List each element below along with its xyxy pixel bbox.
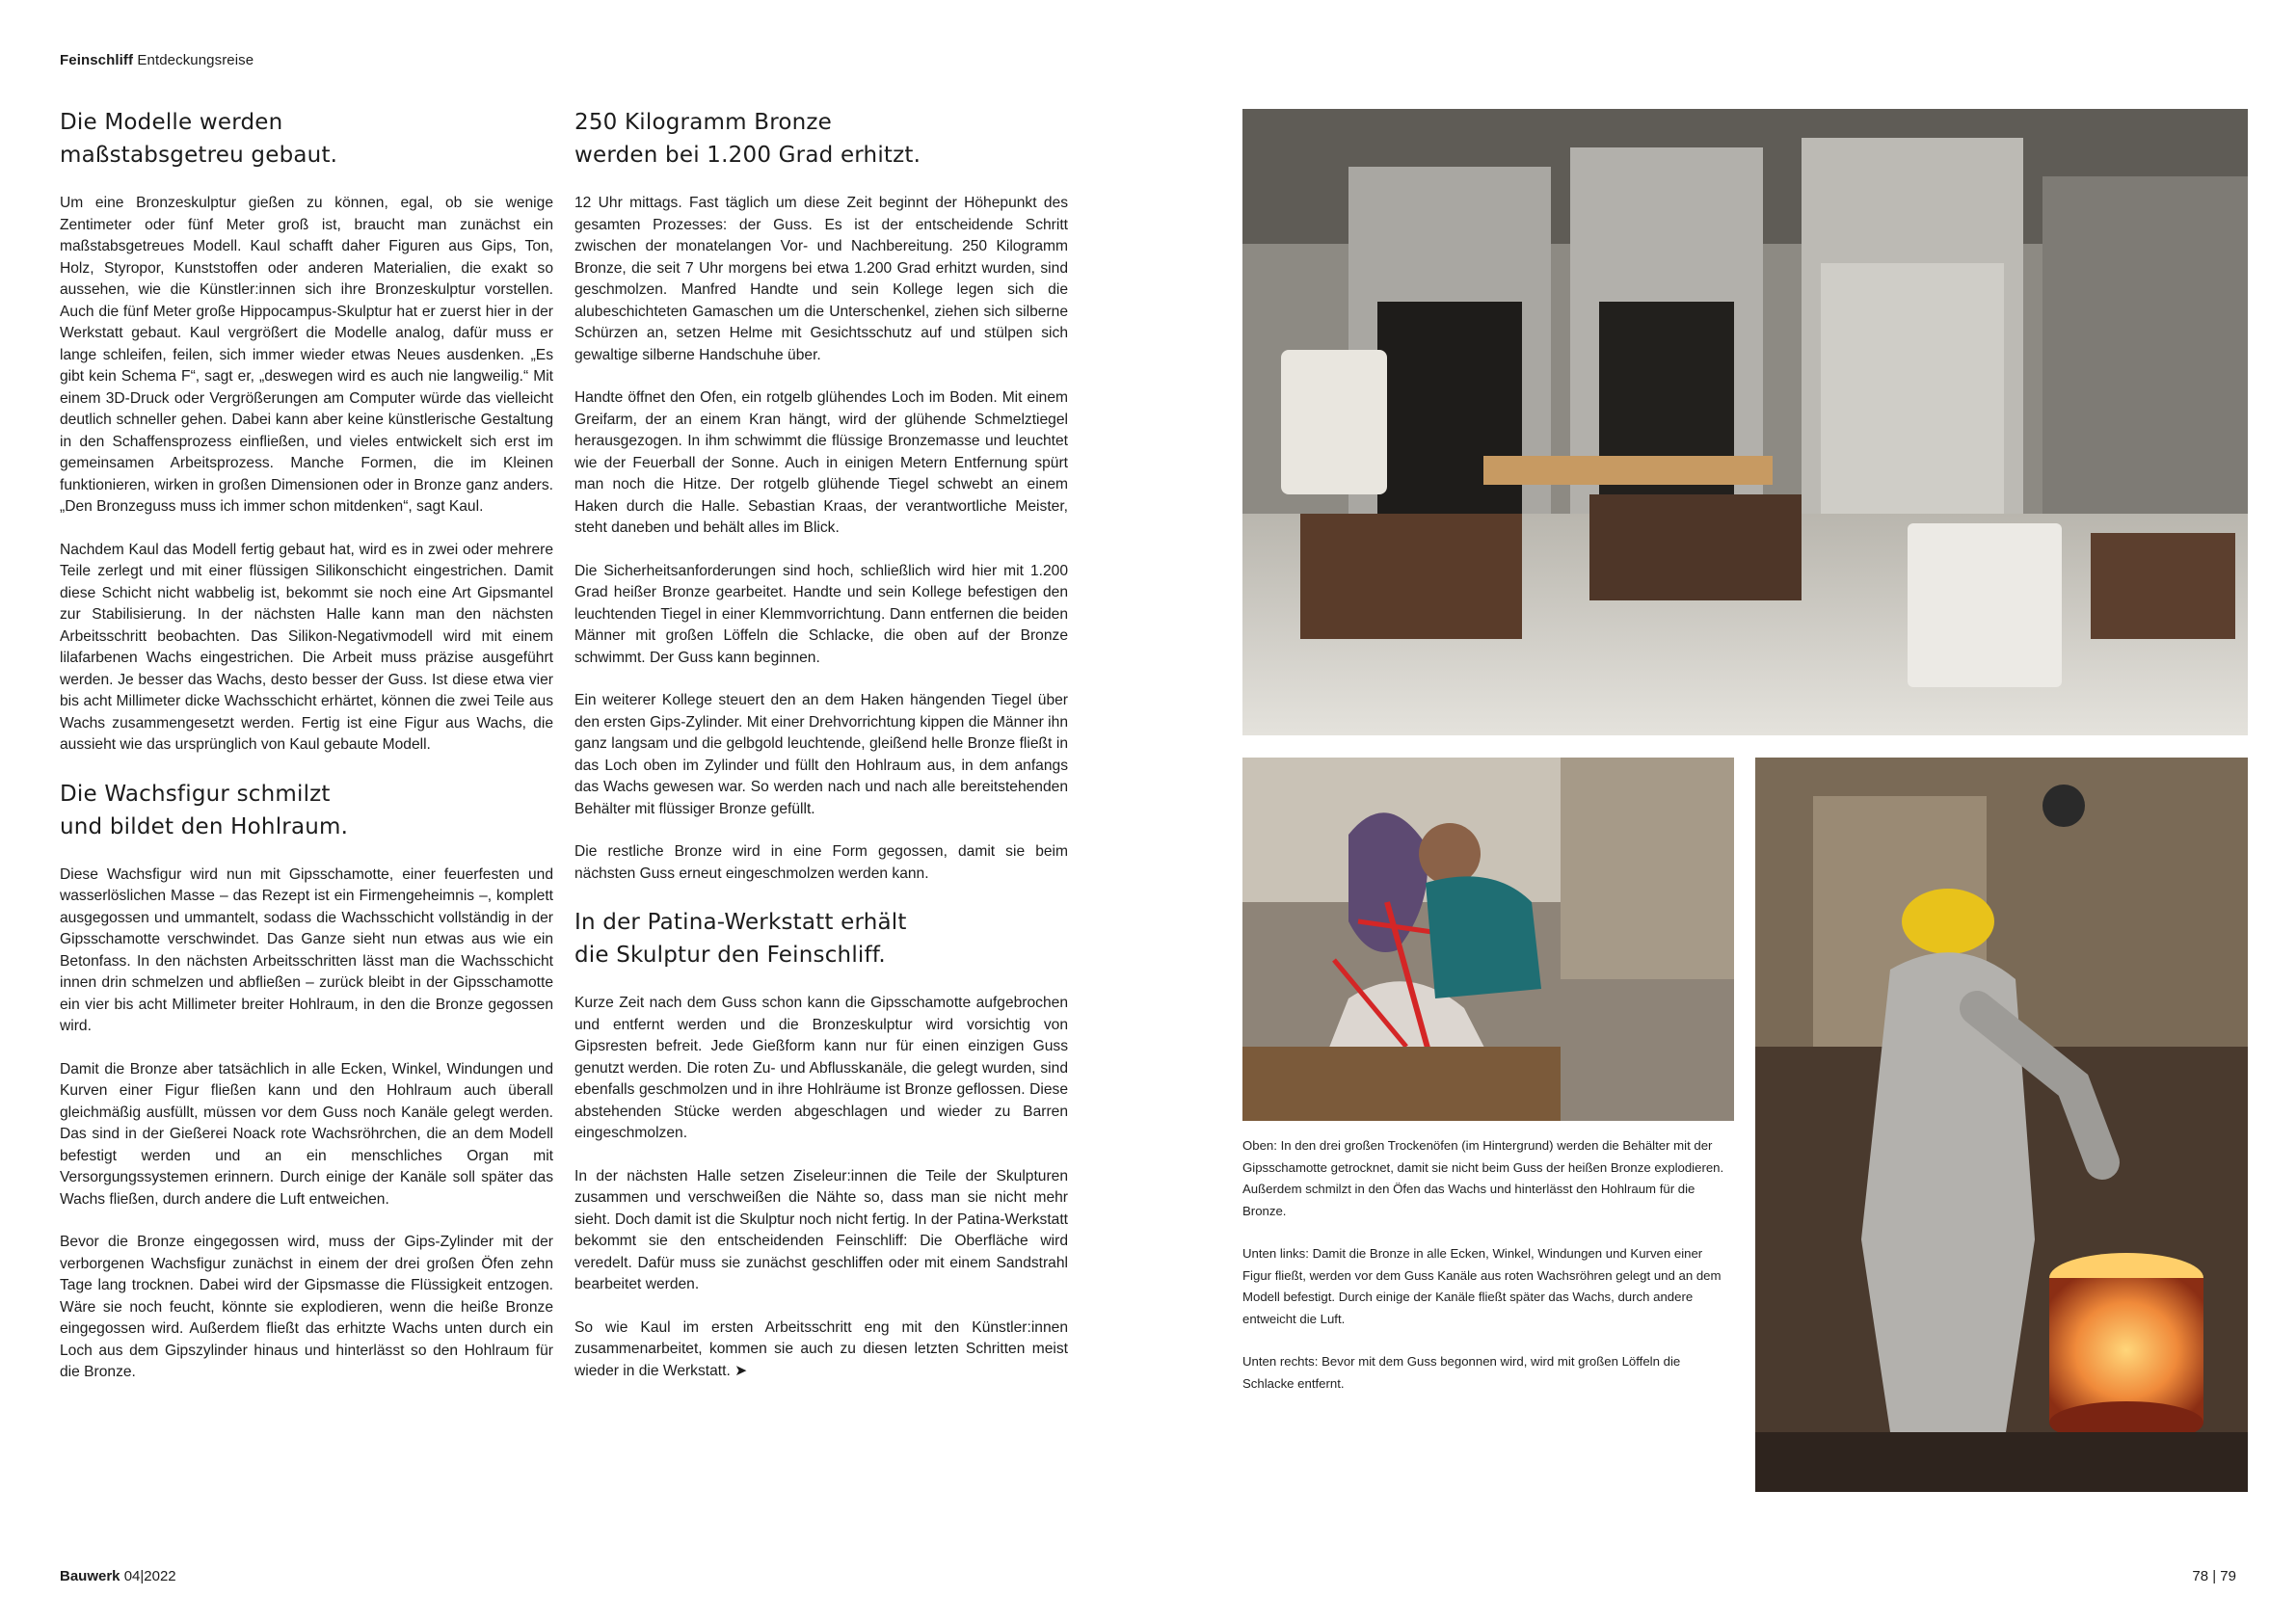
footer-magazine (60, 1568, 176, 1584)
paragraph: Die restliche Bronze wird in eine Form gegossen, damit sie beim nächsten Guss erneut eingeschmolzen werden kann. (574, 843, 1068, 882)
headline-line: In der Patina-Werkstatt erhält (574, 910, 907, 935)
section-subtitle: Entdeckungsreise (137, 52, 254, 68)
photo-captions (1242, 1135, 1724, 1416)
page-numbers: 78 | 79 (2192, 1568, 2236, 1584)
paragraph: Damit die Bronze aber tatsächlich in alle Ecken, Winkel, Windungen und Kurven einer Figur fließen kann und den Hohlraum auch überall gleichmäßig ausfüllt, müssen vor dem Guss noch Kanäle gelegt werden. Das sind in der Gießerei Noack rote Wachsröhrchen, die an dem Modell befestigt werden und an ein menschliches Organ mit Versorgungssystemen erinnern. Durch einige der Kanäle soll später das Wachs fließen, durch andere die Luft entweichen. (60, 1060, 553, 1208)
paragraph: Kurze Zeit nach dem Guss schon kann die Gipsschamotte aufgebrochen und entfernt werden und die Bronzeskulptur wird vorsichtig von Gipsresten befreit. Jede Gießform kann nur für einen einzigen Guss genutzt werden. Die roten Zu- und Abflusskanäle, die gelegt wurden, sind ebenfalls geschmolzen und in ihre Hohlräume ist Bronze geflossen. Diese abstehenden Stücke werden abgeschlagen und wieder zu Barren eingeschmolzen. (574, 995, 1068, 1141)
paragraph: So wie Kaul im ersten Arbeitsschritt eng mit den Künstler:innen zusammenarbeitet, kommen sie auch zu diesen letzten Schritten meist wieder in die Werkstatt. ➤ (574, 1318, 1068, 1379)
headline-line: die Skulptur den Feinschliff. (574, 943, 886, 968)
caption-bottom-right: Unten rechts: Bevor mit dem Guss begonnen wird, wird mit großen Löffeln die Schlacke entfernt. (1242, 1354, 1681, 1391)
text-column-1 (60, 106, 553, 1405)
photo-slag-removal (1755, 758, 2248, 1492)
headline-line: maßstabsgetreu gebaut. (60, 143, 338, 168)
headline-models (60, 106, 553, 172)
photo-foundry-ovens (1242, 109, 2248, 735)
paragraph: Handte öffnet den Ofen, ein rotgelb glühendes Loch im Boden. Mit einem Greifarm, der an einem Kran hängt, wird der glühende Schmelztiegel herausgezogen. In ihm schwimmt die flüssige Bronzemasse und leuchtet wie der Feuerball der Sonne. Auch in einigen Metern Entfernung spürt man noch die Hitze. Der rotgelb glühende Tiegel schwebt an einem Haken durch die Halle. Sebastian Kraas, der verantwortliche Meister, steht daneben und behält alles im Blick. (574, 389, 1068, 536)
running-head (60, 52, 254, 68)
headline-patina (574, 906, 1068, 971)
wax-figure-image (1242, 758, 1734, 1121)
paragraph: Nachdem Kaul das Modell fertig gebaut hat, wird es in zwei oder mehrere Teile zerlegt und mit einer flüssigen Silikonschicht eingestrichen. Damit diese Schicht nicht wabbelig ist, bekommt sie noch eine Art Gipsmantel zur Stabilisierung. In der nächsten Halle kann man den nächsten Arbeitsschritt beobachten. Das Silikon-Negativmodell wird mit einem lilafarbenen Wachs eingestrichen. Die Arbeit muss präzise ausgeführt werden. Je besser das Wachs, desto besser der Guss. Ist diese etwa vier bis acht Millimeter dicke Wachsschicht erhärtet, können die zwei Teile aus Wachs zusammengesetzt werden. Fertig ist eine Figur aus Wachs, die aussieht wie das ursprünglich von Kaul gebaute Modell. (60, 541, 553, 753)
paragraph: Diese Wachsfigur wird nun mit Gipsschamotte, einer feuerfesten und wasserlöslichen Masse – das Rezept ist ein Firmengeheimnis –, komplett ausgegossen und ummantelt, sodass die Wachsschicht vollständig in der Gipsschamotte verschwindet. Das Ganze sieht nun etwas aus wie ein Betonfass. In den nächsten Arbeitsschritten lässt man die Wachsschicht innen drin schmelzen und abfließen – zurück bleibt in der Gipsschamotte ein vier bis acht Millimeter breiter Hohlraum, in den die Bronze gegossen wird. (60, 865, 553, 1034)
headline-wax-figure (60, 778, 553, 843)
section-name: Feinschliff (60, 52, 134, 68)
headline-bronze (574, 106, 1068, 172)
headline-line: 250 Kilogramm Bronze (574, 110, 833, 135)
paragraph: Die Sicherheitsanforderungen sind hoch, schließlich wird hier mit 1.200 Grad heißer Bronze gearbeitet. Handte und sein Kollege befestigen den leuchtenden Tiegel in einer Klemmvorrichtung. Dann entfernen die beiden Männer mit großen Löffeln die Schlacke, die oben auf der Bronze schwimmt. Der Guss kann beginnen. (574, 562, 1068, 666)
paragraph: In der nächsten Halle setzen Ziseleur:innen die Teile der Skulpturen zusammen und verschweißen die Nähte so, dass man sie nicht mehr sieht. Doch damit ist die Skulptur noch nicht fertig. In der Patina-Werkstatt bekommt sie den entscheidenden Feinschliff: Die Oberfläche wird veredelt. Dafür muss sie zunächst geschliffen oder mit einem Sandstrahl bearbeitet werden. (574, 1167, 1068, 1292)
headline-line: Die Wachsfigur schmilzt (60, 781, 331, 807)
headline-line: Die Modelle werden (60, 110, 283, 135)
paragraph: Bevor die Bronze eingegossen wird, muss der Gips-Zylinder mit der verborgenen Wachsfigur zunächst in einem der drei großen Öfen zehn Tage lang trocknen. Dabei wird der Gipsmasse die Flüssigkeit entzogen. Wäre sie noch feucht, könnte sie explodieren, wenn die heiße Bronze eingegossen wird. Außerdem fließt das erhitzte Wachs unten durch ein Loch aus dem Gipszylinder hinaus und hinterlässt so den Hohlraum für die Bronze. (60, 1234, 553, 1380)
slag-removal-image (1755, 758, 2248, 1492)
headline-line: und bildet den Hohlraum. (60, 813, 349, 839)
headline-line: werden bei 1.200 Grad erhitzt. (574, 143, 921, 168)
paragraph: 12 Uhr mittags. Fast täglich um diese Zeit beginnt der Höhepunkt des gesamten Prozesses: der Guss. Es ist der entscheidende Schritt zwischen der monatelangen Vor- und Nachbereitung. 250 Kilogramm Bronze, die seit 7 Uhr morgens bei etwa 1.200 Grad erhitzt wurden, sind geschmolzen. Manfred Handte und sein Kollege legen sich die alubeschichteten Gamaschen um die Unterschenkel, ziehen sich silberne Schürzen an, setzen Helme mit Gesichtsschutz auf und stülpen sich gewaltige silberne Handschuhe über. (574, 195, 1068, 363)
photo-wax-figure (1242, 758, 1734, 1121)
text-column-2 (574, 106, 1068, 1403)
issue-number: 04|2022 (123, 1568, 176, 1584)
paragraph: Ein weiterer Kollege steuert den an dem Haken hängenden Tiegel über den ersten Gips-Zylinder. Mit einer Drehvorrichtung kippen die Männer ihn ganz langsam und die gelbgold leuchtende, gleißend helle Bronze fließt in das Loch oben im Zylinder und füllt den Hohlraum aus, in dem anfangs das Wachs gewesen war. So werden nach und nach alle bereitstehenden Behälter mit flüssiger Bronze gefüllt. (574, 692, 1068, 817)
paragraph: Um eine Bronzeskulptur gießen zu können, egal, ob sie wenige Zentimeter oder fünf Meter groß ist, braucht man zunächst ein maßstabsgetreues Modell. Kaul schafft daher Figuren aus Gips, Ton, Holz, Styropor, Kunststoffen oder anderen Materialien, die exakt so aussehen, wie die Künstler:innen sich ihre Bronzeskulptur vorstellen. Auch die fünf Meter große Hippocampus-Skulptur hat er zuerst hier in der Werkstatt gebaut. Kaul vergrößert die Modelle analog, dafür muss er lange schleifen, feilen, sich immer wieder etwas Neues ausdenken. „Es gibt kein Schema F“, sagt er, „deswegen wird es auch nie langweilig.“ Mit einem 3D-Druck oder Vergrößerungen am Computer würde das vielleicht deutlich schneller gehen. Dabei kann aber keine künstlerische Gestaltung in den Schaffensprozess einfließen, und vieles entwickelt sich erst im gemeinsamen Arbeitsprozess. Manche Formen, die im Kleinen funktionieren, wirken in großen Dimensionen oder in Bronze ganz anders. „Den Bronzeguss muss ich immer schon mitdenken“, sagt Kaul. (60, 195, 553, 515)
caption-bottom-left: Unten links: Damit die Bronze in alle Ecken, Winkel, Windungen und Kurven einer Figur fließt, werden vor dem Guss Kanäle aus roten Wachsröhren gelegt und an dem Modell befestigt. Durch einige der Kanäle fließt später das Wachs, durch andere entweicht die Luft. (1242, 1246, 1722, 1326)
magazine-name: Bauwerk (60, 1568, 120, 1584)
caption-top: Oben: In den drei großen Trockenöfen (im Hintergrund) werden die Behälter mit der Gipsschamotte getrocknet, damit sie nicht beim Guss der heißen Bronze explodieren. Außerdem schmilzt in den Öfen das Wachs und hinterlässt den Hohlraum für die Bronze. (1242, 1138, 1724, 1218)
foundry-ovens-image (1242, 109, 2248, 735)
